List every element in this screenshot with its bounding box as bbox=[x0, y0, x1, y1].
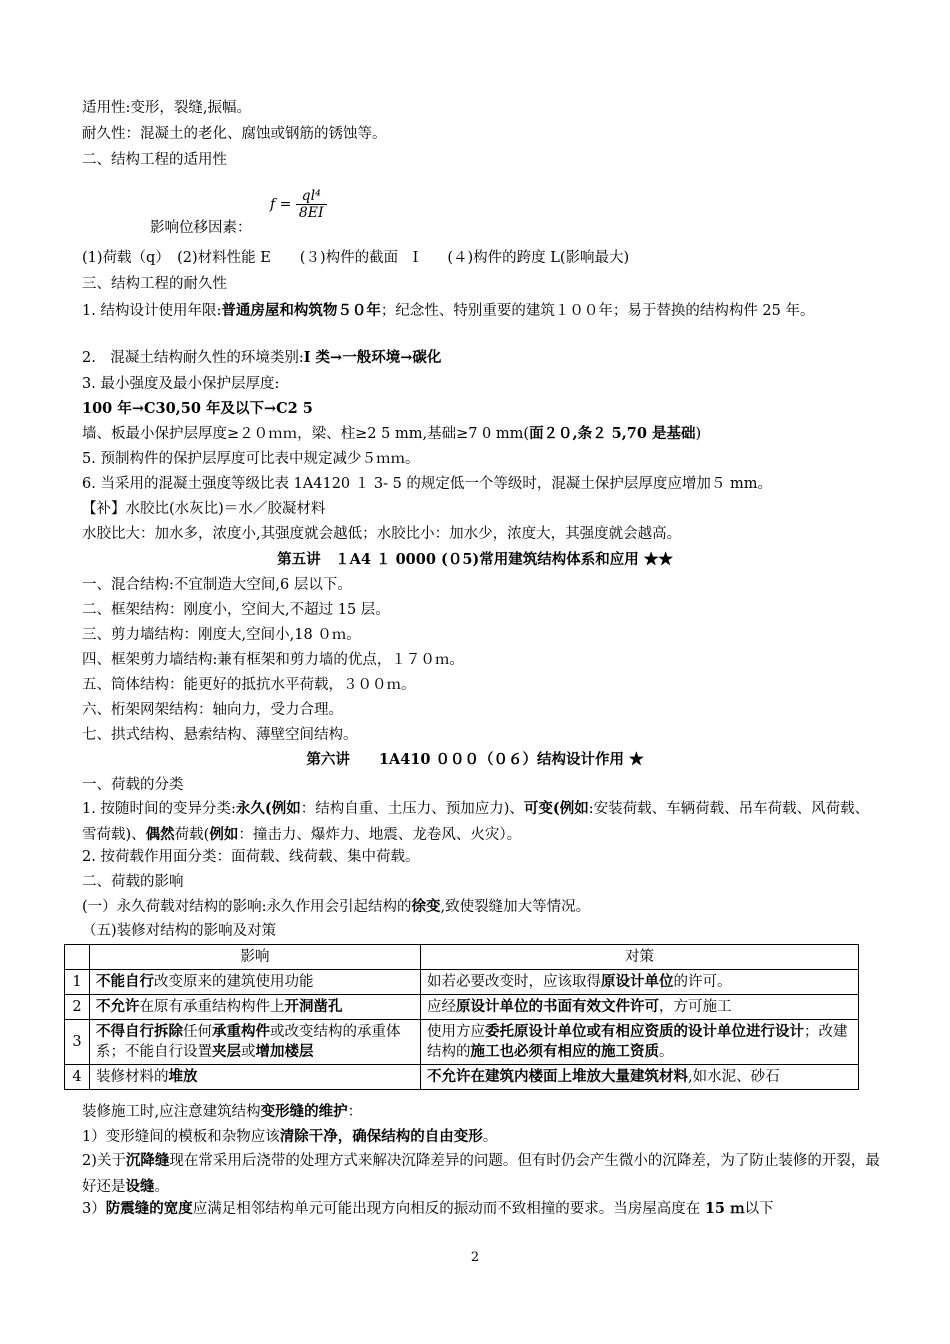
text-span: 3） bbox=[82, 1201, 106, 1217]
text-line: 六、桁架网架结构：轴向力，受力合理。 bbox=[82, 702, 343, 718]
text-line: 一、混合结构:不宜制造大空间,6 层以下。 bbox=[82, 577, 352, 593]
text-bold: 不允许 bbox=[96, 998, 140, 1015]
text-span: :安装荷载、车辆荷载、吊车荷载、风荷载、雪荷载)、 bbox=[82, 801, 870, 843]
text-span: 任何 bbox=[183, 1024, 212, 1040]
text-span: 使用方应 bbox=[427, 1024, 485, 1040]
text-span: ；改建结构的 bbox=[427, 1024, 848, 1060]
decoration-impact-table bbox=[64, 944, 859, 1090]
text-span: ，方可施工 bbox=[659, 999, 732, 1015]
text-span: 荷载( bbox=[174, 827, 210, 843]
text-line: 三、结构工程的耐久性 bbox=[82, 276, 227, 292]
text-bold: 设缝 bbox=[125, 1178, 155, 1195]
text-span: 应满足相邻结构单元可能出现方向相反的振动而不致相撞的要求。当房屋高度在 bbox=[192, 1201, 705, 1217]
table-row bbox=[65, 970, 859, 995]
text-line: 【补】水胶比(水灰比)＝水／胶凝材料 bbox=[82, 501, 326, 517]
table-cell bbox=[90, 970, 421, 995]
text-bold: 增加楼层 bbox=[255, 1043, 314, 1060]
table-cell bbox=[421, 1065, 859, 1090]
table-header-row bbox=[65, 945, 859, 970]
text-line: 2. 按荷载作用面分类：面荷载、线荷载、集中荷载。 bbox=[82, 849, 420, 865]
text-span: 墙、板最小保护层厚度≥２０ｍｍ，梁、柱≥2 5 mm,基础≥7 0 mm( bbox=[82, 426, 530, 442]
formula-denominator: 8EI bbox=[298, 205, 324, 221]
formula-lhs: f = bbox=[270, 196, 292, 213]
text-span: 现在常采用后浇带的处理方式来解决沉降差异的问题。但有时仍会产生微小的沉降差，为了防止装修的开裂，最好还是 bbox=[82, 1153, 880, 1195]
text-line bbox=[82, 1127, 497, 1147]
table-row bbox=[65, 995, 859, 1020]
text-line: 二、结构工程的适用性 bbox=[82, 152, 227, 168]
table-cell bbox=[421, 970, 859, 995]
text-bold: 偶然 bbox=[145, 826, 175, 843]
text-span: 应经 bbox=[427, 999, 456, 1015]
text-bold: 普通房屋和构筑物５０年 bbox=[221, 302, 381, 319]
text-bold: 原设计单位 bbox=[601, 973, 674, 990]
text-bold: 不能自行 bbox=[96, 973, 154, 990]
table-row bbox=[65, 1065, 859, 1090]
text-line: 一、荷载的分类 bbox=[82, 777, 184, 793]
text-line: 适用性:变形，裂缝,振幅。 bbox=[82, 100, 251, 116]
formula-numerator: ql⁴ bbox=[296, 188, 327, 205]
text-line: 6. 当采用的混凝土强度等级比表 1A4120 １ 3- 5 的规定低一个等级时，混凝土保护层厚度应增加５ mm。 bbox=[82, 476, 773, 492]
text-line: 水胶比大：加水多，浓度小,其强度就会越低；水胶比小：加水少，浓度大，其强度就会越高。 bbox=[82, 526, 682, 542]
text-line: 影响位移因素： bbox=[150, 220, 252, 236]
text-span: 或改变结构的承重体系；不能自行设置 bbox=[96, 1024, 401, 1060]
table-cell bbox=[90, 995, 421, 1020]
text-line bbox=[82, 348, 441, 368]
row-number: 1 bbox=[65, 970, 90, 995]
section-heading: 第五讲 １A4 １ 0000 (０5)常用建筑结构体系和应用 ★★ bbox=[277, 551, 673, 568]
text-span: ,致使裂缝加大等情况。 bbox=[440, 899, 591, 915]
table-header-impact: 影响 bbox=[90, 945, 421, 970]
table-row bbox=[65, 1020, 859, 1065]
text-bold: 不得自行拆除 bbox=[96, 1023, 183, 1040]
section-heading: 第六讲 1A410 ０００（０６）结构设计作用 ★ bbox=[306, 751, 644, 768]
text-span: 以下 bbox=[744, 1201, 774, 1217]
text-span: 1. 结构设计使用年限: bbox=[82, 303, 222, 319]
text-paragraph bbox=[82, 796, 880, 848]
text-span: ： bbox=[347, 1104, 363, 1120]
text-span: 在原有承重结构构件上 bbox=[139, 999, 285, 1015]
text-span: ：结构自重、土压力、预加应力)、 bbox=[300, 801, 524, 817]
text-paragraph bbox=[82, 1148, 880, 1200]
text-line: 二、荷载的影响 bbox=[82, 874, 184, 890]
text-span: 如若必要改变时，应该取得 bbox=[427, 974, 601, 990]
text-line: 五、筒体结构：能更好的抵抗水平荷载，３００ｍ。 bbox=[82, 677, 416, 693]
text-line: (1)荷载（q） (2)材料性能 E (３)构件的截面 I (４)构件的跨度 L(影响最大) bbox=[82, 250, 630, 266]
text-bold: 夹层 bbox=[212, 1043, 241, 1060]
text-span: 。 bbox=[482, 1129, 498, 1145]
deflection-formula bbox=[270, 188, 327, 221]
text-line: 耐久性：混凝土的老化、腐蚀或钢筋的锈蚀等。 bbox=[82, 126, 387, 142]
text-bold: 施工也必须有相应的施工资质 bbox=[470, 1043, 659, 1060]
text-bold: 徐变 bbox=[411, 898, 441, 915]
text-span: (一）永久荷载对结构的影响:永久作用会引起结构的 bbox=[82, 899, 412, 915]
table-cell bbox=[65, 945, 90, 970]
text-bold: 防震缝的宽度 bbox=[105, 1200, 193, 1217]
text-span: ：撞击力、爆炸力、地震、龙卷风、火灾）。 bbox=[238, 827, 522, 843]
text-span: 。 bbox=[154, 1179, 169, 1195]
text-line: 5. 预制构件的保护层厚度可比表中规定减少５ｍｍ。 bbox=[82, 451, 420, 467]
page-number: 2 bbox=[470, 1250, 480, 1265]
text-bold: 永久(例如 bbox=[235, 800, 301, 817]
text-paragraph bbox=[82, 298, 880, 324]
table-header-measure: 对策 bbox=[421, 945, 859, 970]
text-span: 。 bbox=[659, 1044, 674, 1060]
table-cell bbox=[421, 995, 859, 1020]
text-span: 或 bbox=[241, 1044, 256, 1060]
text-line bbox=[82, 424, 701, 444]
text-span: 装修施工时,应注意建筑结构 bbox=[82, 1104, 261, 1120]
text-bold: 委托原设计单位或有相应资质的设计单位进行设计 bbox=[485, 1023, 804, 1040]
text-bold: I 类→一般环境→碳化 bbox=[303, 349, 442, 366]
row-number: 4 bbox=[65, 1065, 90, 1090]
text-bold: 变形缝的维护 bbox=[260, 1103, 348, 1120]
text-bold: 沉降缝 bbox=[125, 1152, 170, 1169]
row-number: 2 bbox=[65, 995, 90, 1020]
text-bold: 开洞凿孔 bbox=[284, 998, 343, 1015]
text-line bbox=[82, 1102, 362, 1122]
text-bold: 原设计单位的书面有效文件许可 bbox=[456, 998, 659, 1015]
text-line: 100 年→C30,50 年及以下→C2 5 bbox=[82, 400, 313, 417]
text-line: 三、剪力墙结构：刚度大,空间小,18 ０ｍ。 bbox=[82, 627, 361, 643]
text-span: 的许可。 bbox=[673, 974, 732, 990]
text-line bbox=[82, 897, 590, 917]
text-line: 四、框架剪力墙结构:兼有框架和剪力墙的优点，１７０ｍ。 bbox=[82, 652, 464, 668]
row-number: 3 bbox=[65, 1020, 90, 1065]
text-bold: 面２０,条２ 5,70 是基础 bbox=[529, 425, 696, 442]
text-line: 3. 最小强度及最小保护层厚度: bbox=[82, 376, 280, 392]
table-cell bbox=[421, 1020, 859, 1065]
text-span: 装修材料的 bbox=[96, 1069, 169, 1085]
text-span: ) bbox=[695, 426, 702, 442]
formula-fraction bbox=[296, 188, 327, 221]
text-span: ；纪念性、特别重要的建筑１００年；易于替换的结构构件 25 年。 bbox=[380, 303, 815, 319]
text-bold: 堆放 bbox=[168, 1068, 198, 1085]
text-bold: 不允许在建筑内楼面上堆放大量建筑材料 bbox=[427, 1068, 688, 1085]
text-bold: 清除干净，确保结构的自由变形 bbox=[279, 1128, 483, 1145]
text-line: 二、框架结构：刚度小，空间大,不超过 15 层。 bbox=[82, 602, 390, 618]
table-cell bbox=[90, 1065, 421, 1090]
text-span: 改变原来的建筑使用功能 bbox=[154, 974, 314, 990]
text-line: 七、拱式结构、悬索结构、薄壁空间结构。 bbox=[82, 727, 358, 743]
table-cell bbox=[90, 1020, 421, 1065]
text-span: 1）变形缝间的模板和杂物应该 bbox=[82, 1129, 280, 1145]
text-span: ,如水泥、砂石 bbox=[688, 1069, 780, 1085]
text-bold: 例如 bbox=[209, 826, 239, 843]
text-span: 2)关于 bbox=[82, 1153, 126, 1169]
text-span: 1. 按随时间的变异分类: bbox=[82, 801, 236, 817]
text-line bbox=[82, 1199, 774, 1219]
text-span: 2. 混凝土结构耐久性的环境类别: bbox=[82, 350, 304, 366]
text-line: （五)装修对结构的影响及对策 bbox=[82, 923, 277, 939]
text-bold: 15 ｍ bbox=[704, 1200, 745, 1217]
text-bold: 可变(例如 bbox=[523, 800, 589, 817]
text-bold: 承重构件 bbox=[212, 1023, 270, 1040]
